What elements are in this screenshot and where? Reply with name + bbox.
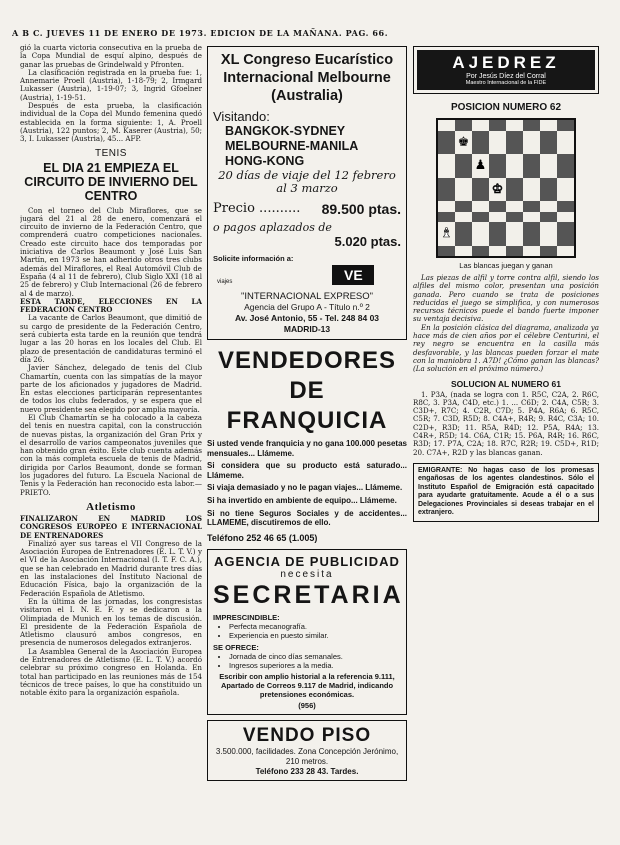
franquicia-item: Si considera que su producto está saturado... Llámeme.	[207, 461, 407, 480]
list-item: • Jornada de cinco días semanales.	[229, 652, 401, 661]
chess-text: Las piezas de alfil y torre contra alfil, siendo los alfiles del mismo color, presentan una posición ganada. Pero cuando se trata de posiciones reducidas el juego se simplifica, y con numerosos recursos técnicos puede el bando fuerte imponer su ventaja decisiva.	[413, 273, 599, 324]
headline-tenis: EL DIA 21 EMPIEZA EL CIRCUITO DE INVIERNO DEL CENTRO	[24, 160, 198, 203]
board-square	[438, 120, 455, 131]
agency-line: MADRID-13	[283, 324, 331, 334]
plazos-value: 5.020 ptas.	[334, 234, 401, 249]
page-header: A B C. JUEVES 11 DE ENERO DE 1973. EDICION DE LA MAÑANA. PAG. 66.	[12, 28, 389, 38]
emigrante-notice	[413, 463, 599, 522]
list-item: • Perfecta mecanografía.	[229, 622, 401, 631]
ad-congreso-city: HONG-KONG	[225, 154, 305, 168]
ad-franquicia	[207, 346, 407, 543]
agency-line: Av. José Antonio, 55 - Tel. 248 84 03	[234, 313, 380, 323]
tenis-vacante: La vacante de Carlos Beaumont, que dimitió de su cargo de presidente de la Federación Centro, será cubierta esta tarde en la reunión que tendrá lugar a las 20 horas en los locales del Club. El plazo de presentación de candidaturas terminó el día 26.	[20, 313, 202, 364]
ofrece-label: SE OFRECE:	[213, 643, 259, 653]
position-title: POSICION NUMERO 62	[450, 102, 562, 113]
board-square	[489, 246, 506, 257]
black-pawn-icon: ♟	[474, 158, 487, 174]
vendo-text: 3.500.000, facilidades. Zona Concepción Jerónimo, 210 metros.	[215, 747, 399, 767]
agencia-code: (956)	[298, 701, 316, 711]
board-square	[506, 131, 523, 155]
board-square	[523, 201, 540, 212]
board-square	[540, 246, 557, 257]
board-caption: Las blancas juegan y ganan	[459, 261, 553, 270]
atletismo-asamblea: La Asamblea General de la Asociación Europea de Entrenadores de Atletismo (E. L. T. V.) acordó celebrar su próximo congreso en Holanda. En total han participado en las reuniones más de 154 técnicos de trece países, lo que ha constituido un notable éxito para la organización española.	[20, 646, 202, 698]
board-square	[438, 222, 455, 246]
ski-standings: Después de esta prueba, la clasificación individual de la Copa del Mundo femenina quedó establecida en la forma siguiente: 1, A. Proell (Austria), 122 puntos; 2, M. Kaserer (Austria), 50; 3, I. Lukasser (Austria), 45... AFP.	[20, 101, 202, 144]
board-square	[557, 246, 574, 257]
board-square	[557, 222, 574, 246]
board-square	[472, 178, 489, 202]
board-square	[472, 120, 489, 131]
emigrante-text: EMIGRANTE: No hagas caso de los promesas engañosas de los agentes clandestinos. Sólo el Instituto Español de Emigración está capacitado para ayudarte gratuitamente. Acude a él o a sus Delegaciones Provinciales si deseas trabajar en el extranjero.	[418, 466, 594, 517]
board-square	[557, 120, 574, 131]
chess-text: En la posición clásica del diagrama, analizada ya hace más de cien años por el célebre Centurini, el rey negro se encuentra en la casilla más desfavorable, y las blancas pueden forzar el mate con la maniobra 1. A7D! ¿Cómo ganan las blancas? (La solución en el próximo número.)	[413, 322, 599, 374]
board-square	[455, 212, 472, 223]
agency-line: Agencia del Grupo A - Título n.º 2	[244, 302, 370, 312]
board-square	[506, 222, 523, 246]
board-square	[472, 212, 489, 223]
ad-congreso-price	[213, 201, 401, 217]
board-square	[506, 178, 523, 202]
price-label: Precio ..........	[213, 201, 301, 216]
board-square	[523, 246, 540, 257]
board-square	[523, 154, 540, 178]
board-square	[489, 212, 506, 223]
board-square	[438, 154, 455, 178]
board-square	[506, 201, 523, 212]
ad-congreso-days: 20 días de viaje del 12 febrero al 3 marzo	[218, 168, 396, 195]
tenis-chamartin: El Club Chamartín se ha colocado a la cabeza del tenis en nuestra capital, con la construcción de nuevas pistas, la organización del Gran Prix y el desarrollo de varios campeonatos juveniles que han obtenido gran éxito. Este club cuenta además con la más completa escuela de tenis de Madrid, dirigida por Carlos Beaumont, donde se forman los jugadores del futuro. La Escuela Nacional de Tenis y la Federación han reconocido esta labor.—PRIETO.	[20, 412, 202, 497]
board-square	[506, 120, 523, 131]
ajedrez-title: AJEDREZ	[452, 53, 560, 72]
board-square	[557, 131, 574, 155]
section-tenis: TENIS	[95, 147, 127, 159]
board-square	[540, 154, 557, 178]
ad-congreso-title: XL Congreso Eucarístico Internacional Melbourne (Australia)	[220, 52, 394, 104]
ad-vendo-piso	[207, 720, 407, 781]
list-item: • Ingresos superiores a la media.	[229, 661, 401, 670]
board-square	[540, 120, 557, 131]
board-square	[489, 131, 506, 155]
tenis-torneo: Con el torneo del Club Miraflores, que se jugará del 21 al 28 de enero, comenzará el circuito de invierno de la Federación Centro, que comprenderá cuatro competiciones nacionales. Creado este circuito hace dos temporadas por iniciativa de Carlos Beaumont y José Luis San Martín, en 1973 se han adherido otros tres clubs además del Miraflores, el Real Automóvil Club de España (4 al 11 de febrero), Club Siglo XXI (18 al 25 de febrero) y Club Internacional (26 de febrero al 4 de marzo).	[20, 205, 202, 298]
board-square	[472, 154, 489, 178]
agencia-note: Escribir con amplio historial a la referencia 9.111, Apartado de Correos 9.117 de Madrid, indicando pretensiones económicas.	[219, 672, 395, 700]
list-item: • Experiencia en puesto similar.	[229, 631, 401, 640]
board-square	[523, 212, 540, 223]
board-square	[523, 178, 540, 202]
agencia-line1: AGENCIA DE PUBLICIDAD	[214, 554, 400, 570]
board-square	[540, 212, 557, 223]
imprescindible-label: IMPRESCINDIBLE:	[213, 613, 280, 623]
franquicia-item: Si no tiene Seguros Sociales y de accidentes... LLAMEME, discutiremos de ello.	[207, 508, 407, 528]
board-square	[506, 154, 523, 178]
ad-secretaria	[207, 549, 407, 715]
board-square	[472, 246, 489, 257]
board-square	[540, 178, 557, 202]
board-square	[438, 201, 455, 212]
board-square	[455, 246, 472, 257]
board-square	[489, 120, 506, 131]
board-square	[489, 201, 506, 212]
board-square	[540, 222, 557, 246]
ad-congreso-city: BANGKOK-SYDNEY	[225, 124, 346, 138]
atletismo-jornada: En la última de las jornadas, los congresistas visitaron el I. N. E. F. y se dedicaron a la Olimpiada de Munich en los temas de discusión. El presidente de la Federación Española de Atletismo clausuró ambos congresos, en presencia de numerosos delegados extranjeros.	[20, 596, 202, 648]
ajedrez-header	[413, 46, 599, 94]
tenis-junior: Javier Sánchez, delegado de tenis del Club Chamartín, cuenta con las simpatías de la mayor parte de los aficionados y jugadores de Madrid. En estas elecciones participarán representantes de todos los clubs federados, y se espera que el nuevo presidente sea elegido por amplia mayoría.	[20, 363, 202, 414]
solution-text: 1. P3A, (nada se logra con 1. R5C, C2A, 2. R6C, R8C, 3. P3A, C4D, etc.) 1. ... C6D; 2. C4A, C5R; 3. C3D+, R7C; 4. C2R, C7D; 5. P4A, R6A; 6. R5C, C5R; 7. C3D, R5D; 8. C4A+, R4R; 9. R4C, C3A; 10. C2D+, R3D; 11. R5A, R4D; 12. P5A, R4A; 13. C4R+, R5D; 14. C6A, C1R; 15. P6A, R4R; 16. R6C, R3D; 17. P7A, C2A; 18. R7C, R2R; 19. C5D+, R1D; 20. C7A+, R2D y las blancas ganan.	[413, 389, 599, 457]
section-atletismo: Atletismo	[86, 500, 136, 513]
column-middle	[207, 46, 407, 841]
ad-congreso-city: MELBOURNE-MANILA	[225, 139, 359, 153]
board-square	[540, 201, 557, 212]
franquicia-item: Si usted vende franquicia y no gana 100.000 pesetas mensuales... Llámeme.	[207, 439, 407, 458]
board-square	[472, 222, 489, 246]
price-value: 89.500 ptas.	[321, 201, 401, 217]
board-square	[540, 131, 557, 155]
board-square	[472, 131, 489, 155]
board-square	[455, 120, 472, 131]
vendo-phone: Teléfono 233 28 43. Tardes.	[255, 767, 359, 777]
chess-board	[436, 118, 576, 258]
ad-congreso	[207, 46, 407, 340]
subhead-atletismo: FINALIZARON EN MADRID LOS CONGRESOS EUROPEO E INTERNACIONAL DE ENTRENADORES	[20, 513, 202, 540]
ajedrez-role: Maestro Internacional de la FIDE	[465, 80, 547, 86]
ve-logo: VE	[332, 265, 374, 285]
board-square	[557, 154, 574, 178]
board-square	[455, 222, 472, 246]
board-square	[523, 222, 540, 246]
atletismo-finalizo: Finalizó ayer sus tareas el VII Congreso de la Asociación Europea de Entrenadores (E. L. T. V.) y el VI de la Asociación Internacional (I. T. F. C. A.), que se han celebrado en Madrid durante tres días en las instalaciones del Instituto Nacional de Educación Física, bajo la organización de la Federación Española de Atletismo.	[20, 538, 202, 598]
ajedrez-author: Por Jesús Díez del Corral	[466, 73, 546, 80]
board-square	[455, 154, 472, 178]
board-square	[523, 131, 540, 155]
agency-name: "INTERNACIONAL EXPRESO"	[240, 291, 374, 302]
board-square	[438, 131, 455, 155]
solution-title: SOLUCION AL NUMERO 61	[450, 378, 562, 389]
board-square	[523, 120, 540, 131]
board-square	[438, 212, 455, 223]
franquicia-item: Si ha invertido en ambiente de equipo... Llámeme.	[207, 495, 397, 505]
vendo-title: VENDO PISO	[242, 725, 372, 747]
franquicia-item: Si viaja demasiado y no le pagan viajes... Llámeme.	[207, 483, 403, 493]
agencia-line3: SECRETARIA	[213, 581, 404, 610]
ofrece-list	[213, 652, 401, 670]
subhead-elecciones: ESTA TARDE, ELECCIONES EN LA FEDERACION CENTRO	[20, 296, 202, 315]
ad-solicite: Solicite información a:	[213, 254, 294, 263]
plazos-label: o pagos aplazados de	[213, 221, 332, 234]
board-square	[455, 178, 472, 202]
ad-congreso-visitando: Visitando:	[213, 109, 270, 124]
board-square	[489, 222, 506, 246]
board-square	[506, 212, 523, 223]
white-king-icon: ♚	[491, 181, 504, 197]
board-square	[489, 154, 506, 178]
ski-intro: gió la cuarta victoria consecutiva en la prueba de la Copa Mundial de esquí alpino, después de ganar las pruebas de Grindelwald y Pfronten.	[20, 44, 202, 69]
board-square	[472, 201, 489, 212]
board-square	[438, 246, 455, 257]
franquicia-phone: Teléfono 252 46 65 (1.005)	[207, 532, 318, 543]
franquicia-title: VENDEDORES DE FRANQUICIA	[217, 347, 397, 434]
white-bishop-icon: ♝	[440, 226, 453, 242]
board-square	[557, 212, 574, 223]
agencia-line2: necesita	[280, 569, 334, 581]
ski-classification: La clasificación registrada en la prueba fue: 1, Annemarie Proell (Austria), 1-18-79; 2, Irmgard Lukasser (Austria), 1-19-07; 3, Ingrid Gfoelner (Austria), 1-19-51.	[20, 67, 202, 102]
board-square	[506, 246, 523, 257]
column-right	[413, 46, 599, 841]
imprescindible-list	[213, 622, 401, 640]
board-square	[557, 178, 574, 202]
black-king-icon: ♚	[457, 134, 470, 150]
board-square	[438, 178, 455, 202]
board-square	[455, 131, 472, 155]
column-left	[20, 44, 202, 844]
board-square	[557, 201, 574, 212]
board-square	[489, 178, 506, 202]
viajes-label: viajes	[217, 279, 233, 285]
board-square	[455, 201, 472, 212]
